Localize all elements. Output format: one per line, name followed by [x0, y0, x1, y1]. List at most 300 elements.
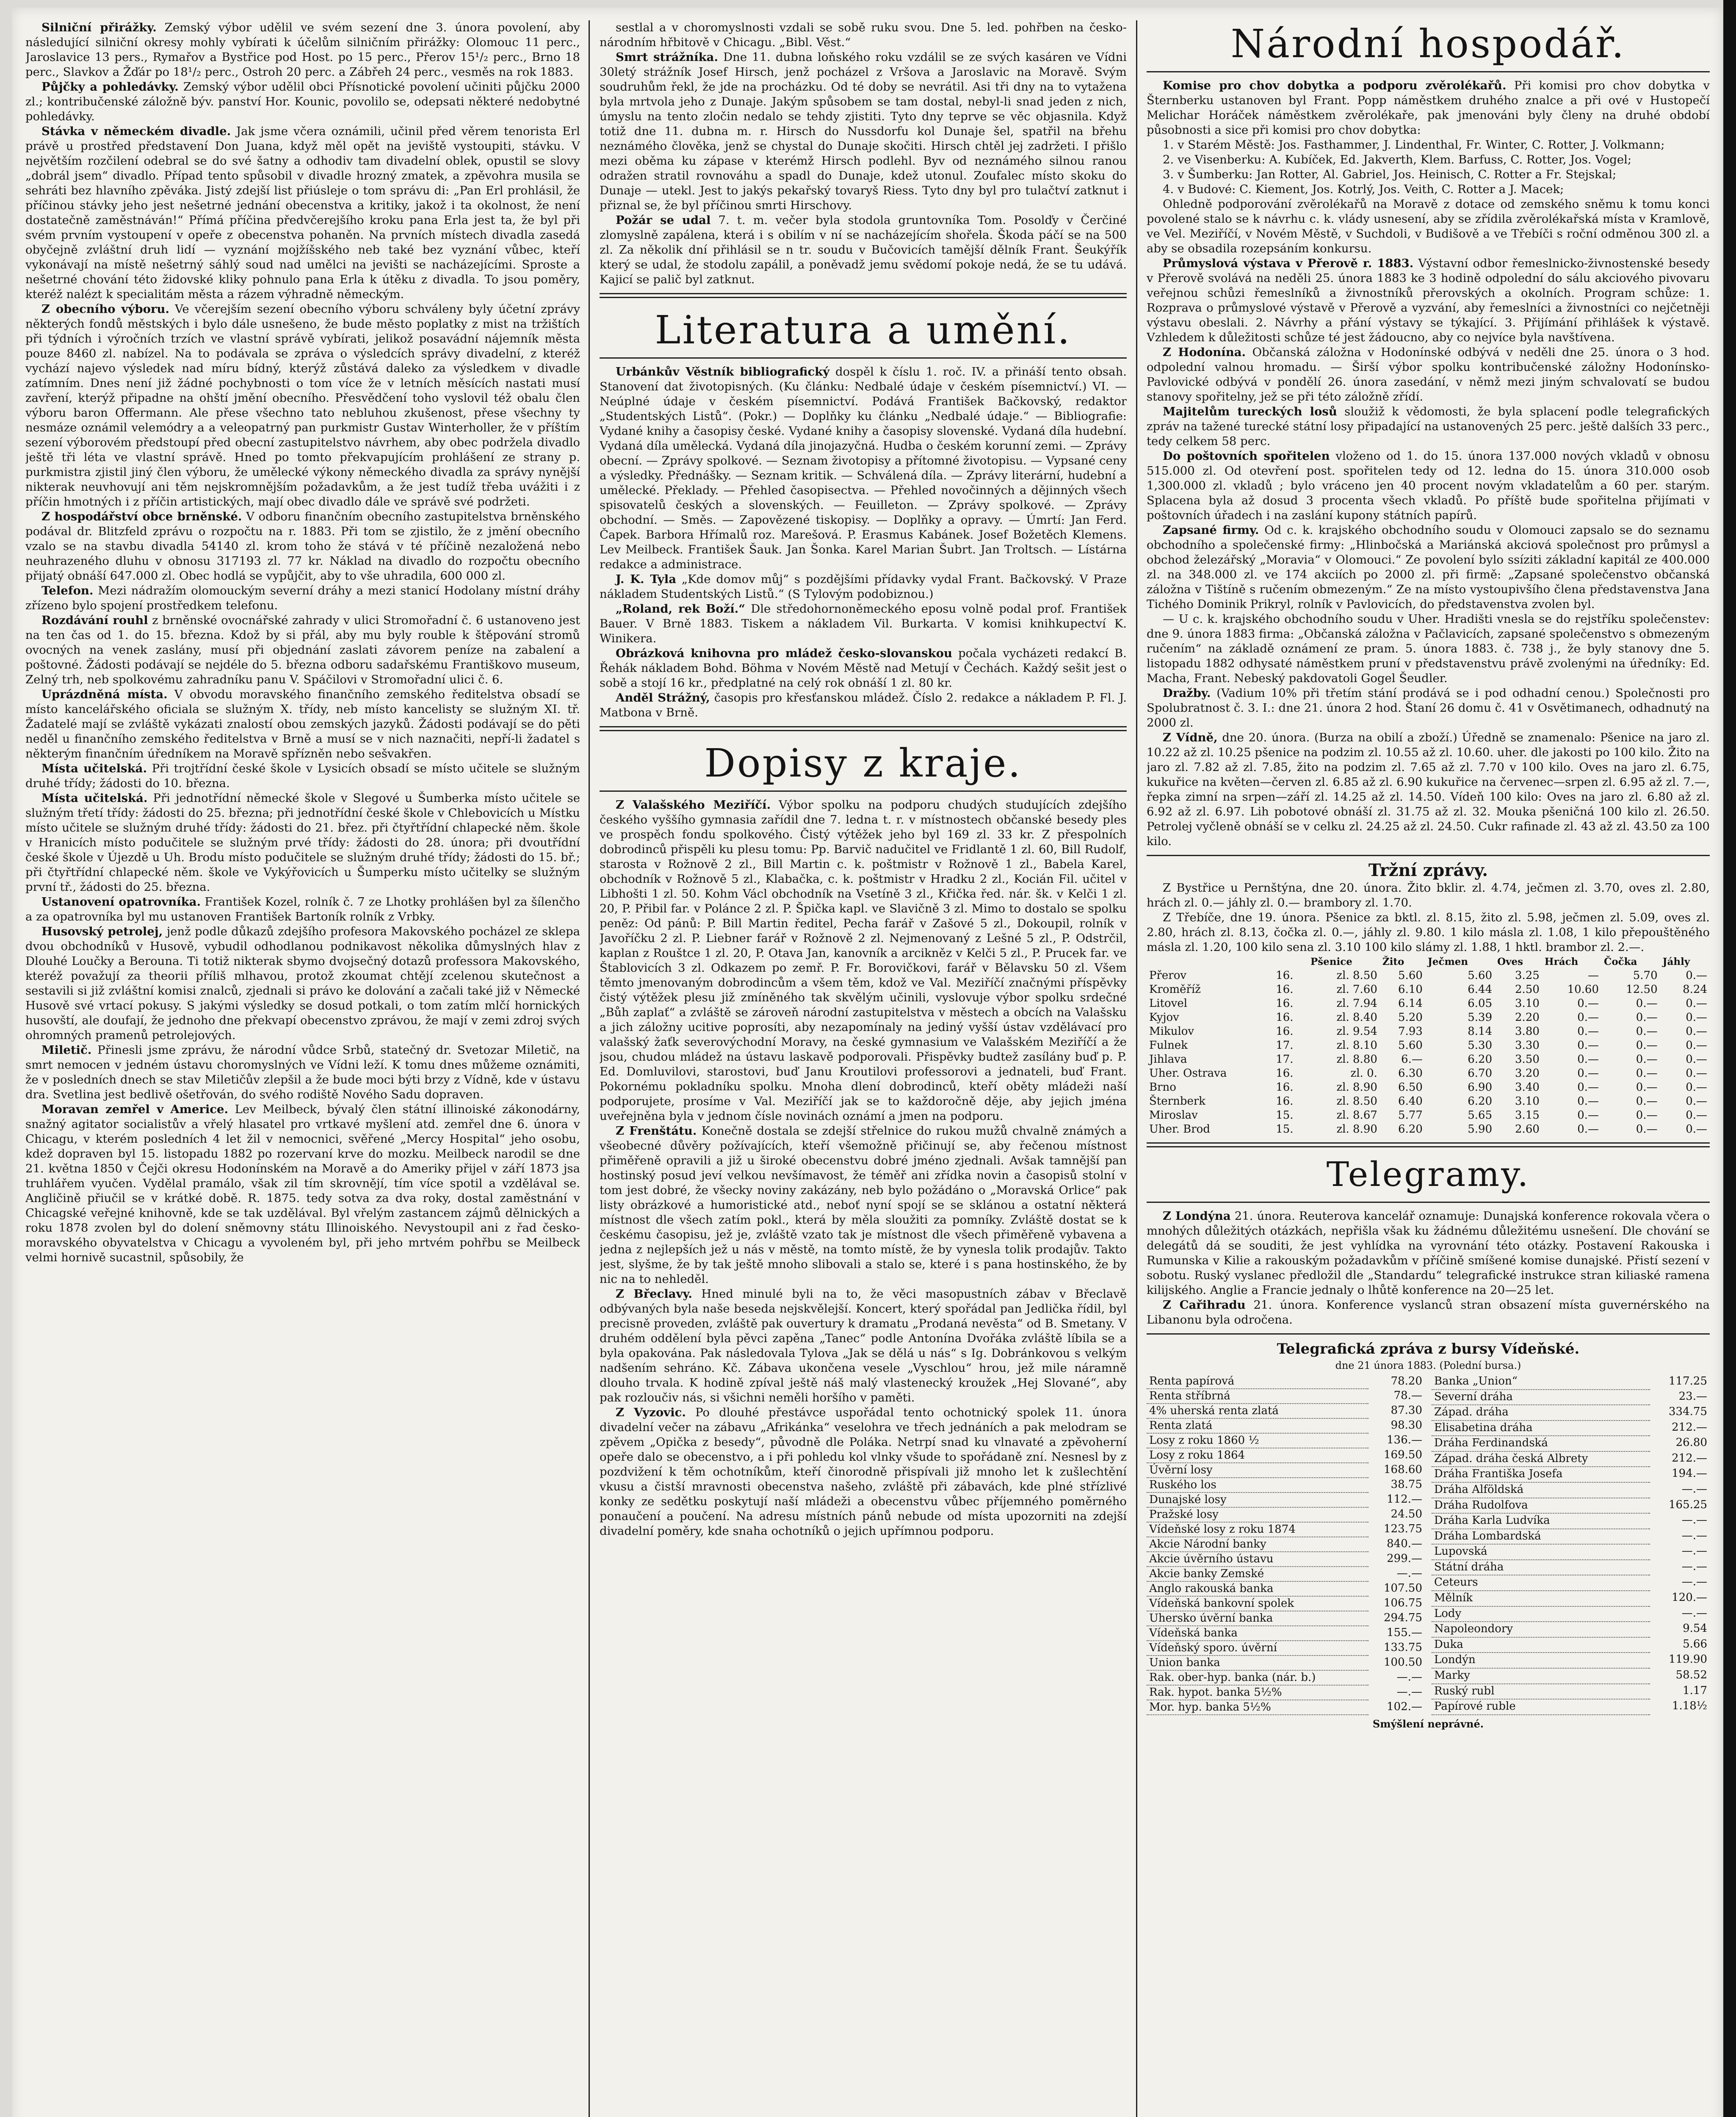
article-lead: Z Cařihradu	[1163, 1298, 1246, 1312]
article-text: jenž podle důkazů zdejšího profesora Makovského pocházel ze sklepa dvou obchodníků v Husově, vybudil odhodlanou podnikavost několika důmyslných hlav z Dlouhé Loučky a Berouna. Ti totiž nikterak sbymo dvojsečný dotazů professora Makovského, kteréž považují za theorii příliš mlhavou, protož zkoumat chtějí zcelenou skutečnost a sestavili si již zvláštní komisi znalců, zjednali si právo ke dolování a začali také již v Německé Husově své vrtací pokusy. S jakými výsledky se dosud potkali, o tom zatím mlčí hornických husovští, ale doufají, že jednoho dne překvapí obecenstvo zprávou, že mají v zemi zdroj svých ohromných pramenů petrolejových.	[25, 925, 580, 1042]
article-text: Občanská záložna v Hodonínské odbývá v neděli dne 25. února o 3 hod. odpolední valnou hromadu. — Širší výbor spolku kontribučenské záložny Hodonínsko-Pavlovické odbývá v pondělí 26. února zasedání, v němž mezi jiným schvalovatí se budou stanovy spořitelny, jež se při této záložně zřídí.	[1147, 345, 1710, 404]
table-cell: 16.	[1276, 1095, 1294, 1108]
table-cell: 0.—	[1686, 1095, 1707, 1108]
table-cell: 6.05	[1468, 997, 1493, 1010]
exchange-row	[1147, 1537, 1425, 1552]
article-text: Mezi nádražím olomouckým severní dráhy a mezi stanicí Hodolany místní dráhy zřízeno bylo spojení prostředkem telefonu.	[25, 584, 580, 612]
article-paragraph	[600, 1405, 1127, 1539]
exchange-value: 1.17	[1683, 1684, 1707, 1697]
article-paragraph	[1147, 138, 1710, 152]
table-row	[1147, 1053, 1710, 1067]
table-cell: 0.—	[1686, 1067, 1707, 1080]
article-paragraph	[1147, 345, 1710, 404]
table-cell: Šternberk	[1149, 1095, 1206, 1108]
table-cell: 6.20	[1468, 1095, 1493, 1108]
article-paragraph	[1147, 1209, 1710, 1298]
article-text: Při jednotřídní německé škole v Slegové u Šumberka místo učitele se služným třetí třídy: žádosti do 25. března; při jednotřídní české škole v Chlebovicích u Místku místo učitele se služným druhé třídy: žádosti do 21. břez. při čtyřtřídní chlapecké něm. škole v Hranicích místo podučitele se služným prvé třídy: žádosti do 28. února; při dvoutřídní české škole v Újezdě u Uh. Brodu místo podučitele se služným druhé třídy; žádosti do 15. bř.; při čtyřtřídní chlapecké něm. škole ve Vykýřovicích u Šumperku místo učitelky se služným první tř., žádosti do 25. března.	[25, 791, 580, 894]
exchange-row	[1147, 1478, 1425, 1492]
article-paragraph	[25, 924, 580, 1043]
article-paragraph	[25, 509, 580, 583]
article-text: Hned minulé byli na to, že věci masopustních zábav v Břeclavě odbývaných byla naše beseda nejskvělejší. Koncert, který spořádal pan Jedlička řídil, byl precisně proveden, zvláště pak ouvertury k dramatu „Prodaná nevěsta“ od B. Smetany. V druhém oddělení byla pěvci zapěna „Tanec“ podle Antonína Dvořáka zvláště líbila se a byla opakována. Pak následovala Tylova „Jak se dělá u nás“ s Ig. Dobránkovou s velkým nadšením sehráno. Kč. Zábava ukončena vesele „Vyschlou“ hrou, jež mile náramně dlouho trvala. K hodině zpíval ještě náš malý vlastenecký kroužek „Hej Slované“, aby pak rozloučiv nás, si všichni neměli horšího v paměti.	[600, 1287, 1127, 1404]
exchange-name: Dráha Ferdinandská	[1432, 1436, 1650, 1451]
article-paragraph	[25, 613, 580, 687]
table-cell: 0.—	[1577, 997, 1599, 1010]
article-paragraph	[25, 80, 580, 124]
exchange-name: Dráha Rudolfova	[1432, 1498, 1650, 1514]
article-paragraph	[600, 213, 1127, 287]
exchange-value: 212.—	[1672, 1451, 1707, 1465]
market-text	[1147, 881, 1710, 955]
exchange-value: —.—	[1681, 1483, 1707, 1496]
exchange-row	[1147, 1374, 1425, 1389]
article-paragraph	[25, 124, 580, 302]
exchange-name: Marky	[1432, 1668, 1650, 1684]
section-divider	[600, 293, 1127, 298]
article-paragraph	[1147, 449, 1710, 523]
article-paragraph	[25, 1043, 580, 1102]
exchange-name: Renta papírová	[1147, 1374, 1368, 1389]
article-paragraph	[600, 691, 1127, 720]
market-paragraph: Z Bystřice u Pernštýna, dne 20. února. Žito bklir. zl. 4.74, ječmen zl. 3.70, oves zl. 2.80, hrách zl. 0.— jáhly zl. 0.— brambory zl. 1.70.	[1147, 881, 1710, 909]
letters-section	[600, 798, 1127, 1539]
table-cell: —	[1588, 969, 1599, 982]
exchange-row	[1432, 1560, 1710, 1575]
table-cell: zl. 9.54	[1336, 1025, 1377, 1038]
table-cell: 0.—	[1636, 1095, 1658, 1108]
exchange-value: 38.75	[1390, 1478, 1422, 1491]
table-header-cell: Čočka	[1604, 956, 1637, 967]
article-lead: Místa učitelská.	[41, 791, 148, 805]
article-text: Při trojtřídní české škole v Lysicích obsadí se místo učitele se služným druhé třídy; žádosti do 10. března.	[25, 762, 580, 790]
economy-section	[1147, 78, 1710, 849]
article-paragraph	[25, 761, 580, 791]
article-text: Dle středohornoněmeckého eposu volně podal prof. František Bauer. V Brně 1883. Tiskem a nákladem Vil. Burkarta. V komisi knihkupectví K. Winikera.	[600, 602, 1127, 645]
exchange-row	[1432, 1390, 1710, 1405]
table-cell: zl. 8.80	[1336, 1053, 1377, 1066]
table-cell: 6.44	[1468, 983, 1493, 996]
article-lead: Z Břeclavy.	[616, 1287, 692, 1301]
exchange-value: 117.25	[1669, 1375, 1707, 1387]
article-paragraph	[1147, 256, 1710, 345]
article-paragraph	[600, 1124, 1127, 1287]
table-cell: Přerov	[1149, 969, 1187, 982]
table-cell: 5.39	[1468, 1011, 1493, 1024]
exchange-footer: Smýšlení neprávné.	[1372, 1718, 1484, 1730]
section-title-telegrams: Telegramy.	[1326, 1155, 1530, 1194]
article-text: z brněnské ovocnářské zahrady v ulici Stromořadní č. 6 ustanoveno jest na ten čas od 1. do 15. března. Kdož by si přál, aby mu byly rouble k štěpování stromů ovocných na venek zaslány, musí při objednání zaslati závorem peníze na zabalení a poštovné. Žádosti podávají se nejdéle do 5. března odboru sadařskému Františkovo museum, Zelný trh, neb spolkovému zahradníku panu V. Spáčilovi v Stromořadní ulici č. 6.	[25, 614, 580, 686]
exchange-name: Západ. dráha	[1432, 1405, 1650, 1421]
table-cell: 3.50	[1515, 1053, 1540, 1066]
table-cell: Kyjov	[1149, 1011, 1179, 1024]
exchange-value: 78.—	[1393, 1389, 1422, 1402]
exchange-name: Ruského los	[1147, 1478, 1368, 1492]
article-lead: Z Vídně,	[1163, 731, 1218, 744]
exchange-name: Dráha Karla Ludvíka	[1432, 1513, 1650, 1529]
literature-section	[600, 365, 1127, 720]
article-paragraph	[600, 572, 1127, 602]
exchange-name: Duka	[1432, 1637, 1650, 1653]
exchange-value: 112.—	[1387, 1493, 1422, 1506]
exchange-value: 119.90	[1669, 1653, 1707, 1666]
article-lead: Z Valašského Meziříčí.	[616, 798, 771, 812]
exchange-title: Telegrafická zpráva z bursy Vídeňské.	[1277, 1340, 1580, 1357]
table-header-cell: Oves	[1497, 956, 1523, 967]
exchange-name: Losy z roku 1860 ½	[1147, 1433, 1368, 1448]
article-text: Po dlouhé přestávce uspořádal tento ochotnický spolek 11. února divadelní večer na zábavu „Afrikánka“ veselohra ve třech jednáních a pak melodram se zpěvem „Opička z besedy“, původně dle Poláka. Netrpí snad ku vlnavaté a zpěvoherní opeře dalo se obecenstvo, a i při pohledu kol vlnky všude to spořádaně zní. Nesnesl by z pozdvižení k těm ochotníkům, kteří činorodně přispívali již mnoho let k zušlechtění vkusu a čistší mravnosti obecenstva našeho, zvláště při zábavách, kde plné střízlivé konky ze sedětku poskytují naší mládeži a obecenstvu vůbec příjemného poměrného ponaučení a poučení. Na adresu místních pánů nebude od místa upozorniti na zdejší divadelní poměry, kde snaha ochotníků o jejich upřímnou podporu.	[600, 1406, 1127, 1538]
exchange-row	[1147, 1463, 1425, 1478]
exchange-row	[1432, 1436, 1710, 1451]
exchange-row	[1147, 1418, 1425, 1433]
article-text: Zemský výbor udělil obci Přísnotické povolení učiniti půjčku 2000 zl.; kontribučenské záložně býv. panství Hor. Kounic, povolilo se, odepsati některé nedobytné pohledávky.	[25, 80, 580, 123]
table-cell: Uher. Brod	[1149, 1123, 1210, 1136]
article-lead: „Roland, rek Boží.“	[616, 602, 746, 616]
exchange-row	[1432, 1451, 1710, 1467]
article-paragraph	[1147, 182, 1710, 197]
exchange-value: —.—	[1396, 1686, 1422, 1698]
table-cell: 6.14	[1398, 997, 1423, 1010]
exchange-row	[1432, 1544, 1710, 1560]
news-continued	[600, 20, 1127, 287]
article-text: sestlal a v choromyslnosti vzdali se sobě ruku svou. Dne 5. led. pohřben na česko-národním hřbitově v Chicagu. „Bibl. Věst.“	[600, 21, 1127, 49]
exchange-value: 23.—	[1678, 1390, 1707, 1403]
article-text: V odboru finančním obecního zastupitelstva brněnského podával dr. Blitzfeld zprávu o rozpočtu na r. 1883. Při tom se zjistilo, že z jmění obecního vzalo se na stavbu divadla 54140 zl. krom toho že stává v té příčině nezaložená nebo neuhrazeného dluhu v obnosu 317193 zl. 77 kr. Náklad na divadlo do rozpočtu obecního přijatý obnáší 647.000 zl. Obec hodlá se vypůjčit, aby to vše uhradila, 600 000 zl.	[25, 510, 580, 583]
exchange-name: Pražské losy	[1147, 1507, 1368, 1522]
section-divider	[600, 790, 1127, 792]
article-paragraph	[600, 1287, 1127, 1405]
exchange-row	[1147, 1700, 1425, 1715]
table-cell: Fulnek	[1149, 1039, 1188, 1052]
article-paragraph	[600, 602, 1127, 646]
article-lead: Telefon.	[41, 584, 94, 597]
article-text: Výstavní odbor řemeslnicko-živnostenské besedy v Přerově svolává na neděli 25. února 1883 ke 3 hodině odpolední do sálu akciového pivovaru veřejnou schůzi řemeslníků a živnostníků přerovských a okolních. Program schůze: 1. Rozprava o průmyslové výstavě v Přerově a vyzvání, aby řemeslníci a živnostníci co nejčetněji výstavu obeslali. 2. Návrhy a přání výstavy se týkající. 3. Přijímání přihlášek k výstavě. Vzhledem k důležitosti schůze té jest žádoucno, aby co nejvíce byla navštívena.	[1147, 257, 1710, 344]
exchange-value: 120.—	[1672, 1591, 1707, 1604]
exchange-name: Ruský rubl	[1432, 1684, 1650, 1700]
article-text: Dne 11. dubna loňského roku vzdálil se ze svých kasáren ve Vídni 30letý strážník Josef Hirsch, jenž pocházel z Vršova a Jaroslavic na Moravě. Svým soudruhům řekl, že jde na procházku. Od té doby se nevrátil. Asi tři dny na to vytažena byla mrtvola jeho z Dunaje. Jakým spůsobem se tam dostal, nebyl-li snad jeden z nich, úmyslu na tento zločin nedalo se tehdy zjistiti. Tyto dny teprve se věc objasnila. Když totiž dne 11. dubna m. r. Hirsch do Nussdorfu kol Dunaje šel, spatřil na břehu neznámého člověka, jenž se chystal do Dunaje skočiti. Hirsch chtěl jej zadržeti. I přišlo mezi oběma ku zápase v kterémž Hirsch podlehl. Byv od neznámého silnou ranou odražen stratil rovnováhu a spadl do Dunaje, kdež utonul. Zoufalec místo skoku do Dunaje — utekl. Jest to jakýs pekařský tovaryš Riess. Tyto dny byl pro tulačtví zatknut i přiznal se, že byl příčinou smrti Hirschovy.	[600, 50, 1127, 212]
article-lead: Obrázková knihovna pro mládež česko-slovanskou	[616, 647, 952, 660]
article-text: dne 20. února. (Burza na obilí a zboží.) Úředně se znamenalo: Pšenice na jaro zl. 10.22 až zl. 10.25 pšenice na podzim zl. 10.55 až zl. 10.60. uher. dle jakosti po 100 kilo. Žito na jaro zl. 7.82 až zl. 7.85, žito na podzim zl. 7.65 až zl. 7.70 v 100 kilo. Oves na jaro zl. 6.75, kukuřice na květen—červen zl. 6.85 až zl. 6.90 kukuřice na červenec—srpen zl. 6.95 až zl. 7.—, řepka zimní na srpen—září zl. 14.25 až zl. 14.50. Vídeň 100 kilo: Oves na jaro zl. 6.80 až zl. 6.92 až zl. 6.97. Lih pobotové obnáší zl. 31.75 až zl. 32. Mouka pšeničná 100 kilo zl. 26.50. Petrolej vyčleně obnáší se v celku zl. 24.25 až zl. 24.50. Cukr rafinade zl. 43 až zl. 43.50 za 100 kilo.	[1147, 731, 1710, 848]
table-cell: 7.93	[1398, 1025, 1423, 1038]
table-cell: 6.50	[1398, 1081, 1423, 1094]
exchange-value: 106.75	[1384, 1597, 1422, 1609]
article-paragraph	[25, 687, 580, 761]
article-lead: J. K. Tyla	[616, 572, 677, 586]
exchange-value: 26.80	[1675, 1436, 1707, 1449]
exchange-name: Severní dráha	[1432, 1390, 1650, 1405]
table-cell: 5.20	[1398, 1011, 1423, 1024]
article-text: 21. února. Reuterova kancelář oznamuje: Dunajská konference rokovala včera o mnohých důležitých otázkách, nepřišla však ku žádnému důležitému usnešení. Dle chování se delegátů dá se souditi, že jest vyhlídka na vyrovnání této otázky. Postavení Rakouska i Rumunska v Kilie a rakouským požadavkům v příčině smíšené komise dunajské. Přistí sezení v sobotu. Ruský vyslanec předložil dle „Standardu“ telegrafické instrukce stran kiliaské ramena kilijského. Anglie a Francie jednaly o lhůtě konference na 20—25 let.	[1147, 1209, 1710, 1297]
exchange-row	[1432, 1529, 1710, 1545]
exchange-name: 4% uherská renta zlatá	[1147, 1404, 1368, 1418]
table-row	[1147, 1039, 1710, 1053]
article-paragraph	[25, 583, 580, 613]
table-cell: 3.20	[1515, 1067, 1540, 1080]
article-text: 7. t. m. večer byla stodola gruntovníka Tom. Posolďy v Čerčiné zlomyslně zapálena, která i s obilím v ní se nacházejícím shořela. Škoda páčí se na 500 zl. Za několik dní přihlásil se n tr. soudu v Bučovicích tamější dělník Frant. Šeukýřík který se udal, že stodolu zapálil, a poněvadž jemu svědomí pokoje nedá, že se tu udává. Kajicí se palič byl zatknut.	[600, 213, 1127, 286]
exchange-value: 78.20	[1390, 1375, 1422, 1387]
table-cell: 0.—	[1686, 997, 1707, 1010]
section-divider	[1147, 1142, 1710, 1147]
exchange-value: —.—	[1396, 1567, 1422, 1580]
table-row	[1147, 969, 1710, 983]
table-cell: zl. 8.90	[1336, 1081, 1377, 1094]
exchange-row	[1147, 1581, 1425, 1596]
article-text: časopis pro křesťanskou mládež. Číslo 2. redakce a nákladem P. Fl. J. Matbona v Brně.	[600, 691, 1127, 719]
exchange-value: 194.—	[1672, 1467, 1707, 1480]
article-text: 1. v Starém Městě: Jos. Fasthammer, J. Lindenthal, Fr. Winter, C. Rotter, J. Volkmann;	[1163, 138, 1665, 152]
table-cell: 17.	[1276, 1039, 1294, 1052]
article-paragraph	[600, 798, 1127, 1124]
section-divider	[1147, 1202, 1710, 1203]
table-header-cell: Žito	[1382, 956, 1404, 967]
market-title: Tržní zprávy.	[1368, 860, 1488, 880]
exchange-name: Rak. hypot. banka 5½%	[1147, 1685, 1368, 1700]
table-row	[1147, 1011, 1710, 1025]
table-cell: 0.—	[1577, 1109, 1599, 1122]
table-cell: 0.—	[1686, 1123, 1707, 1136]
exchange-name: Lupovská	[1432, 1544, 1650, 1560]
table-cell: Uher. Ostrava	[1149, 1067, 1227, 1080]
exchange-row	[1147, 1492, 1425, 1507]
exchange-value: 136.—	[1387, 1434, 1422, 1446]
article-paragraph	[25, 20, 580, 80]
article-text: dospěl k číslu 1. roč. IV. a přináší tento obsah. Stanovení dat životopisných. (Ku článku: Nedbalé údaje v českém písemnictví.) VI. — Neúplné údaje v českém písemnictví. Podává František Bačkovský, redaktor „Studentských Listů“. (Pokr.) — Doplňky ku článku „Nedbalé údaje.“ — Bibliografie: Vydané knihy a časopisy české. Vydané knihy a časopisy slovenské. Vydaná díla hudební. Vydaná díla umělecká. Vydaná díla jinojazyčná. Hudba o českém korunní zemi. — Zprávy obecní. — Zprávy spolkové. — Seznam životopisy a přítomné životopisu. — Vypsané ceny a výsledky. Přednášky. — Seznam kritik. — Schválená díla. — Zprávy literární, hudební a umělecké. Překlady. — Přehled časopisectva. — Přehled novočinných a dějinných všech spisovatelů českých a slovenských. — Feuilleton. — Zprávy spolkové. — Zprávy obchodní. — Směs. — Zapovězené tiskopisy. — Doplňky a opravy. — Úmrtí: Jan Ferd. Čapek. Barbora Hřímalů roz. Marešová. P. Erasmus Kabánek. Josef Božetěch Klemens. Lev Meilbeck. František Šauk. Jan Šonka. Karel Marian Šubrt. Jan Troltsch. — Lístárna redakce a administrace.	[600, 365, 1127, 571]
exchange-row	[1147, 1507, 1425, 1522]
exchange-name: Union banka	[1147, 1655, 1368, 1670]
exchange-value: 9.54	[1683, 1622, 1707, 1635]
exchange-name: Dunajské losy	[1147, 1492, 1368, 1507]
article-text: Při komisi pro chov dobytka v Šternberku ustanoven byl Frant. Popp náměstkem druhého znalce a při ové v Hustopečí Melichar Horáček náměstkem zvěrolékaře, pak jmenováni byly členy na druhé období působnosti a sice při komisi pro chov dobytka:	[1147, 79, 1710, 137]
table-cell: 0.—	[1686, 1053, 1707, 1066]
exchange-name: Vídeňská bankovní spolek	[1147, 1596, 1368, 1611]
table-cell: 0.—	[1686, 969, 1707, 982]
table-cell: 0.—	[1577, 1095, 1599, 1108]
article-text: 21. února. Konference vyslanců stran obsazení místa guvernérského na Libanonu byla odročena.	[1147, 1298, 1710, 1327]
exchange-value: —.—	[1681, 1575, 1707, 1589]
article-text: počala vycházeti redakcí B. Řehák nákladem Bohd. Böhma v Novém Městě nad Metují v Čechách. Každý sešit jest o sobě a stojí 16 kr., předplatné na celý rok obnáší 1 zl. 80 kr.	[600, 647, 1127, 690]
article-lead: Uprázdněná místa.	[41, 688, 168, 701]
exchange-row	[1147, 1522, 1425, 1537]
exchange-row	[1147, 1404, 1425, 1418]
article-lead: Do poštovních spořitelen	[1163, 449, 1330, 463]
table-row	[1147, 1025, 1710, 1039]
table-cell: 0.—	[1577, 1081, 1599, 1094]
table-cell: zl. 7.60	[1336, 983, 1377, 996]
article-text: František Kozel, rolník č. 7 ze Lhotky prohlášen byl za šílenčho a za opatrovníka byl mu ustanoven František Bartoník rolník z Vrbky.	[25, 895, 580, 923]
article-text: Od c. k. krajského obchodního soudu v Olomouci zapsalo se do seznamu obchodního a společenské firmy: „Hlinbočská a Mariánská akciová společnost pro průmysl a obchod železářský „Moravia“ v Olomouci.“ Ze povolení bylo ssíziti základní kapitál ze 400.000 zl. na 348.000 zl. ve 174 akciích po 2000 zl. při firmě: „Zapsané společenstvo občanská záložna v Tištíně s ručením obmezeným.“ Ze na místo vystoupivšího člena představenstva Jana Tichého Dominik Prikryl, rolník v Pavlovicích, do představenstva zvolen byl.	[1147, 523, 1710, 611]
table-header-cell: Ječmen	[1427, 956, 1468, 967]
table-header-cell: Pšenice	[1310, 956, 1352, 967]
article-lead: Ustanovení opatrovníka.	[41, 895, 201, 909]
article-text: Ve včerejším sezení obecního výboru schváleny byly účetní zprávy některých fondů městských i bylo dále usnešeno, že bude město poplatky z mist na tržištích při týdních i výročních trzích ve vlastní správě vybírati, jelikož posavádní nájemník města pouze 8460 zl. nabízel. Na to podávala se zpráva o výsledcích správy divadelní, z kteréž vychází najevo výsledek nad míru bídný, kterýž zůstává daleko za výsledkem v divadle zatímním. Dnes není již žádné pochybnosti o tom více že v letních měsících nastati musí zavření, kterýž připadne na ohští jmění obecního. Přesvědčení toho vyslovil též obalu člen výboru baron Offermann. Ale přese všechno tato nebluhou zkušenost, přese všechny ty nesmáze oznámil velemódry a a veleopatrný pan purkmistr Gustav Winterholler, že v příštím sezení výborovém předstoupí před obecní zastupitelstvo návrhem, aby obec podržela divadlo ještě tři léta ve vlastní správě. Hned po tomto překvapujícím prohlášení ze strany p. purkmistra zjistil jiný člen výboru, že umělecké výkony německého divadla za správy nynější nikterak neuvhovují ani těm nejskromnějším požadavkům, a že jest tudíž třeba uvážiti i z příčin hmotných i z příčin artistických, mají obec divadlo dále ve správě své podržeti.	[25, 302, 580, 509]
table-cell: 0.—	[1577, 1067, 1599, 1080]
article-paragraph	[25, 1102, 580, 1265]
table-cell: zl. 8.40	[1336, 1011, 1377, 1024]
article-text: Přinesli jsme zprávu, že národní vůdce Srbů, statečný dr. Svetozar Miletič, na smrt nemocen v jedném ústavu choromyslných ve Vídni leží. K tomu dnes můžeme oznámiti, že v posledních dnech se stav Miletičův zlepšil a že bude moci býti brzy z Vídně, kde v ústavu dra. Svetlina jest bedlivě ošetřován, do svého rodiště Nového Sadu dopraven.	[25, 1043, 580, 1101]
article-paragraph	[1147, 78, 1710, 138]
article-lead: Urbánkův Věstník bibliografický	[616, 365, 830, 379]
exchange-value: 87.30	[1390, 1404, 1422, 1417]
section-title-literature: Literatura a umění.	[655, 307, 1072, 353]
exchange-value: 123.75	[1384, 1523, 1422, 1535]
exchange-name: Dráha Alföldská	[1432, 1482, 1650, 1498]
table-cell: 0.—	[1636, 1081, 1658, 1094]
column-local-news	[25, 20, 580, 2117]
exchange-name: Londýn	[1432, 1653, 1650, 1668]
exchange-row	[1432, 1684, 1710, 1700]
exchange-value: 102.—	[1387, 1700, 1422, 1713]
table-cell: 6.30	[1398, 1067, 1423, 1080]
article-lead: Zapsané firmy.	[1163, 523, 1259, 537]
exchange-name: Dráha Lombardská	[1432, 1529, 1650, 1545]
table-cell: zl. 7.94	[1336, 997, 1377, 1010]
table-cell: Brno	[1149, 1081, 1176, 1094]
table-row	[1147, 1081, 1710, 1094]
table-cell: zl. 8.90	[1336, 1123, 1377, 1136]
exchange-row	[1147, 1641, 1425, 1655]
exchange-value: 5.66	[1683, 1637, 1707, 1650]
table-cell: zl. 8.67	[1336, 1109, 1377, 1122]
exchange-value: 334.75	[1669, 1405, 1707, 1418]
exchange-name: Rak. ober-hyp. banka (nár. b.)	[1147, 1670, 1368, 1685]
article-paragraph	[600, 20, 1127, 50]
table-cell: 2.60	[1515, 1123, 1540, 1136]
exchange-value: 169.50	[1384, 1448, 1422, 1461]
article-lead: Průmyslová výstava v Přerově r. 1883.	[1163, 257, 1414, 270]
exchange-row	[1432, 1591, 1710, 1606]
table-cell: 0.—	[1636, 997, 1658, 1010]
article-text: 4. v Budové: C. Kiement, Jos. Kotrlý, Jos. Veith, C. Rotter a J. Macek;	[1163, 182, 1564, 196]
exchange-value: —.—	[1681, 1560, 1707, 1573]
exchange-value: 58.52	[1675, 1668, 1707, 1681]
exchange-row	[1432, 1637, 1710, 1653]
column-economy	[1147, 20, 1710, 2117]
table-cell: zl. 8.50	[1336, 969, 1377, 982]
article-text: Výbor spolku na podporu chudých studujících zdejšího českého vyššího gymnasia zařídil dne 7. ledna t. r. v místnostech občanské besedy ples ve prospěch fondu spolkového. Čistý výtěžek jeho byl 169 zl. 33 kr. Z přespolních dobrodinců přispěli ku plesu tomu: Pp. Barvič nadučitel ve Fridlantě 1 zl. 60, Bill Rudolf, starosta v Rožnově 2 zl., Bill Martin c. k. poštmistr v Rožnově 1 zl., Babela Karel, obchodník v Rožnově 5 zl., Klabačka, c. k. poštmistr v Hradku 2 zl., Kocián Fil. učitel v Libhošti 1 zl. 50. Kohm Václ obchodník na Vsetíně 3 zl., Křička řed. nár. šk. v Kelči 1 zl. 20, P. Přibil far. v Polánce 2 zl. P. Špička kapl. ve Slavičně 3 zl. Mimo to dostalo se spolku peněz: Od pánů: P. Bill Martin ředitel, Pecha farář v Zašové 5 zl., Dokoupil, rolník v Javoříčku 2 zl. P. Liebner farář v Rožnově 2 zl. Nejmenovaný z Lešné 5 zl., P. Odstrčil, kaplan z Rouštce 1 zl. 20, P. Otava Jan, kanovník a arcikněz v Kelči 5 zl., P. Prucek far. ve Štablovicích 3 zl. Odkazem po zemř. P. Fr. Borovičkovi, farář v Bělavsku 50 zl. Všem těmto jmenovaným dobrodincům a všem těm, kdož ve Val. Meziříčí značnými příspěvky čistý výtěžek plesu již zmíněného tak skvělým učinili, vyslovuje výbor spolku srdečné „Bůh zaplať“ a zvláště se zároveň národní zastupitelstva v městech a obcích na Valašsku a jich záložny ucitive poprosíti, aby nezapomínaly na jediný vyšší ústav vzdělávací pro valašský žaťk severovýchodní Moravy, na české gymnasium ve Valašském Meziříčí a že jsou, chudou mládež na ústavu laskavě podporovali. Přispěvky budtež zasílány buď p. P. Ed. Domluvilovi, starostovi, buď Janu Kroutilovi professorovi a jednateli, buď Frant. Pokornému pokladníku spolku. Mnoha dlení dobrodinců, kteří oběty mládeži naší podporujete, prosíme v Val. Meziříčí jak se to každoročně děje, aby jejich jména uveřejněna byla v jednom čísle novinách oznámí a jmen na podporu.	[600, 798, 1127, 1123]
exchange-row	[1147, 1670, 1425, 1685]
section-divider	[1147, 1333, 1710, 1335]
exchange-value: 212.—	[1672, 1421, 1707, 1434]
table-cell: 6.—	[1401, 1053, 1423, 1066]
exchange-name: Anglo rakouská banka	[1147, 1581, 1368, 1596]
exchange-row	[1432, 1606, 1710, 1622]
column-rule	[1136, 20, 1137, 2117]
column-middle	[600, 20, 1127, 2117]
exchange-name: Vídeňský sporo. úvěrní	[1147, 1641, 1368, 1655]
table-cell: 0.—	[1577, 1011, 1599, 1024]
article-text: Zemský výbor udělil ve svém sezení dne 3. února povolení, aby následující silniční okresy mohly vybírati k účelům silničním přirážky: Olomouc 11 perc., Jaroslavice 13 pers., Rymařov a Bystřice pod Host. po 15 perc., Přerov 15¹/₂ perc., Brno 18 perc., Slavkov a Žďár po 18¹/₂ perc., Ostroh 20 perc. a Zábřeh 24 perc., vesměs na rok 1883.	[25, 21, 580, 79]
exchange-value: 168.60	[1384, 1463, 1422, 1476]
table-cell: 0.—	[1636, 1067, 1658, 1080]
exchange-name: Napoleondory	[1432, 1622, 1650, 1637]
article-paragraph	[25, 791, 580, 895]
table-cell: 12.50	[1626, 983, 1658, 996]
exchange-name: Akcie banky Zemské	[1147, 1567, 1368, 1581]
article-paragraph	[600, 365, 1127, 572]
exchange-row	[1432, 1482, 1710, 1498]
table-cell: 3.25	[1515, 969, 1540, 982]
table-cell: 0.—	[1686, 1025, 1707, 1038]
table-header-cell	[1147, 955, 1273, 969]
table-cell: 0.—	[1577, 1123, 1599, 1136]
section-title-economy: Národní hospodář.	[1230, 21, 1626, 66]
article-text: 2. ve Visenberku: A. Kubíček, Ed. Jakverth, Klem. Barfuss, C. Rotter, Jos. Vogel;	[1163, 153, 1632, 166]
table-cell: 6.40	[1398, 1095, 1423, 1108]
article-lead: Husovský petrolej,	[41, 925, 163, 938]
article-paragraph	[600, 50, 1127, 213]
exchange-row	[1432, 1467, 1710, 1482]
exchange-row	[1147, 1389, 1425, 1404]
table-cell: 0.—	[1686, 1081, 1707, 1094]
article-lead: Anděl Strážný,	[616, 691, 710, 705]
exchange-value: 294.75	[1384, 1611, 1422, 1624]
table-cell: 15.	[1276, 1123, 1294, 1136]
article-paragraph	[1147, 404, 1710, 449]
table-cell: 0.—	[1636, 1109, 1658, 1122]
article-lead: Půjčky a pohledávky.	[41, 80, 179, 94]
table-cell: 3.40	[1515, 1081, 1540, 1094]
market-paragraph: Z Třebíče, dne 19. února. Pšenice za bktl. zl. 8.15, žito zl. 5.98, ječmen zl. 5.09, oves zl. 2.80, hrách zl. 8.13, čočka zl. 0.—, jáhly zl. 9.80. 1 kilo másla zl. 1.08, 1 kilo přepouštěného másla zl. 1.20, 100 kilo sena zl. 3.10 100 kilo slámy zl. 1.88, 1 hktl. brambor zl. 2.—.	[1147, 911, 1710, 954]
table-cell: 3.30	[1515, 1039, 1540, 1052]
table-cell: 3.10	[1515, 1095, 1540, 1108]
exchange-name: Banka „Union“	[1432, 1374, 1650, 1390]
exchange-value: —.—	[1681, 1529, 1707, 1542]
article-paragraph	[25, 302, 580, 509]
exchange-value: —.—	[1396, 1671, 1422, 1683]
table-cell: 16.	[1276, 997, 1294, 1010]
exchange-value: 133.75	[1384, 1641, 1422, 1654]
article-lead: Z Vyzovic.	[616, 1406, 686, 1419]
article-text: 3. v Šumberku: Jan Rotter, Al. Gabriel, Jos. Heinisch, C. Rotter a Fr. Stejskal;	[1163, 168, 1617, 181]
table-cell: 3.10	[1515, 997, 1540, 1010]
table-cell: zl. 0.	[1350, 1067, 1377, 1080]
exchange-row	[1432, 1374, 1710, 1390]
table-cell: 6.90	[1468, 1081, 1493, 1094]
exchange-value: —.—	[1681, 1545, 1707, 1558]
exchange-name: Mělník	[1432, 1591, 1650, 1606]
exchange-name: Vídeňská banka	[1147, 1626, 1368, 1641]
exchange-name: Dráha Františka Josefa	[1432, 1467, 1650, 1482]
exchange-name: Státní dráha	[1432, 1560, 1650, 1575]
table-cell: 2.20	[1515, 1011, 1540, 1024]
article-lead: Z Frenštátu.	[616, 1124, 697, 1138]
article-paragraph	[1147, 686, 1710, 730]
article-paragraph	[1147, 152, 1710, 167]
table-cell: 0.—	[1577, 1039, 1599, 1052]
exchange-row	[1147, 1552, 1425, 1567]
table-cell: 5.70	[1633, 969, 1658, 982]
article-text: Lev Meilbeck, bývalý člen státní illinoiské zákonodárny, snažný agitator socialistův a vřelý hlasatel pro vrtkavé myšlení atd. zemřel dne 6. února v Chicagu, v kterém posledních 4 let žil v nemocnici, svěřené „Mercy Hospital“ jeho osobu, kdež dopraven byl 15. listopadu 1882 po rozervaní krve do mozku. Meilbeck narodil se dne 21. května 1850 v Čejči okresu Hodonínském na Moravě a do Ameriky přijel v září 1873 jsa truhlářem vyučen. Vydělal pramálo, však zil tím skrovnějí, tím více spotil a vzdělával se. Angličině přiučil se v krátké době. R. 1875. tedy sotva za dva roky, dostal zaměstnání v Chicagské veřejné knihovně, kde se tak uzdělával. Byl vřelým zastancem zájmů dělnických a roku 1878 zvolen byl do dolení sněmovny státu Illinoiského. Nevystoupil ani z řad česko-moravského obyvatelstva v Chicagu a vyvoleném byl, při jeho mrtvém pohřbu se Meilbeck velmi hornivě sucastnil, spůsobily, že	[25, 1103, 580, 1264]
article-text: — U c. k. krajského obchodního soudu v Uher. Hradišti vnesla se do rejstříku společenstev: dne 9. února 1883 firma: „Občanská záložna v Pačlavicích, zapsané společenstvo s obmezeným ručením“ na základě oznámení ze pram. 5. února 1883. č. 738 j., že byly stanovy dne 5. listopadu 1882 odhysaté náměstkem pruní v představenstvu právě zvolenými na úředníky: Ed. Macha, Frant. Nebeský pakdovatoli Gogel Šeudler.	[1147, 612, 1710, 685]
exchange-name: Papírové ruble	[1432, 1699, 1650, 1715]
table-cell: Mikulov	[1149, 1025, 1194, 1038]
exchange-name: Ceteurs	[1432, 1575, 1650, 1591]
table-cell: 15.	[1276, 1109, 1294, 1122]
table-cell: 0.—	[1636, 1123, 1658, 1136]
article-text: V obvodu moravského finančního zemského ředitelstva obsadí se místo kancelářského oficiala se služným X. třídy, neb místo kancelisty se služným XI. tř. Žadatelé mají se zvláště vykázati znalostí obou zemských jazyků. Žádosti podávají se do pěti neděl u finančního zemského ředitelstva v Brně a musí se v nich naznačiti, nepří-li žadatel s některým finančním úředníkem na Moravě spřízněn nebo sešvakřen.	[25, 688, 580, 760]
table-cell: 3.80	[1515, 1025, 1540, 1038]
exchange-table-left	[1147, 1374, 1425, 1715]
table-cell: 5.90	[1468, 1123, 1493, 1136]
table-cell: zl. 8.50	[1336, 1095, 1377, 1108]
section-title-letters: Dopisy z kraje.	[704, 741, 1022, 786]
exchange-table	[1147, 1374, 1710, 1715]
article-lead: Místa učitelská.	[41, 762, 147, 775]
table-cell: 3.15	[1515, 1109, 1540, 1122]
article-lead: Moravan zemřel v Americe.	[41, 1103, 229, 1116]
table-cell: Miroslav	[1149, 1109, 1198, 1122]
scan-edge	[1723, 0, 1736, 2117]
table-header-cell: Jáhly	[1662, 956, 1690, 967]
table-cell: 16.	[1276, 983, 1294, 996]
